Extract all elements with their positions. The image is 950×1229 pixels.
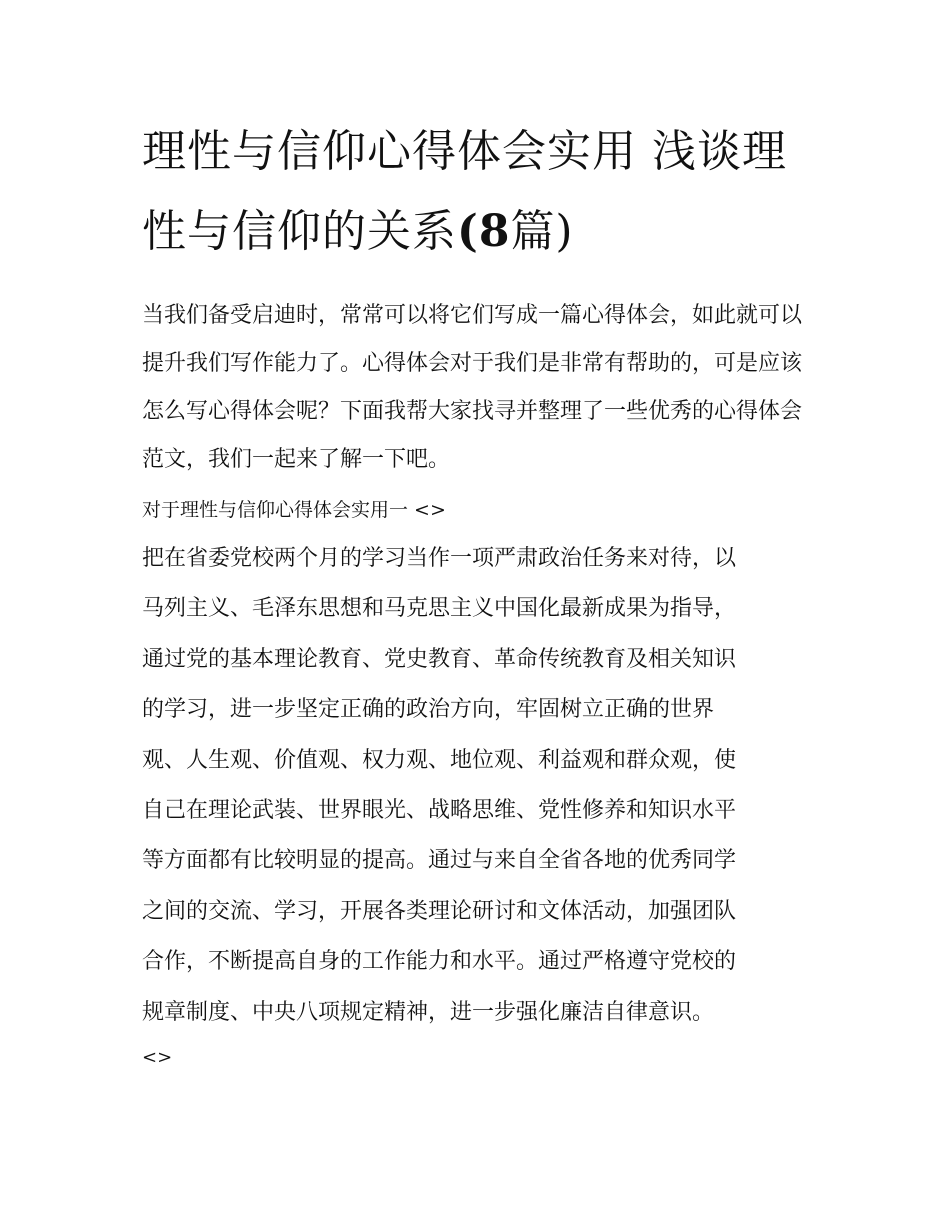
body-line: 观、人生观、价值观、权力观、地位观、利益观和群众观，使	[142, 747, 737, 773]
title-text: 理性与信仰心得体会实用 浅谈理性与信仰的关系	[142, 126, 787, 257]
body-line: 等方面都有比较明显的提高。通过与来自全省各地的优秀同学	[142, 848, 737, 874]
section-heading: 对于理性与信仰心得体会实用一 <>	[142, 499, 446, 521]
body-line: 合作，不断提高自身的工作能力和水平。通过严格遵守党校的	[142, 949, 737, 975]
ending-mark: <>	[142, 1047, 173, 1069]
body-line: 的学习，进一步坚定正确的政治方向，牢固树立正确的世界	[142, 697, 715, 723]
document-title	[142, 112, 814, 272]
intro-paragraph: 当我们备受启迪时，常常可以将它们写成一篇心得体会，如此就可以提升我们写作能力了。心得体会对于我们是非常有帮助的，可是应该怎么写心得体会呢？下面我帮大家找寻并整理了一些优秀的心得体会范文，我们一起来了解一下吧。	[142, 303, 803, 472]
body-line: 规章制度、中央八项规定精神，进一步强化廉洁自律意识。	[142, 999, 715, 1025]
document-page	[142, 112, 814, 1078]
body-paragraph	[142, 534, 814, 1038]
title-count-unit: 篇)	[510, 206, 574, 257]
title-count: (8	[457, 206, 511, 257]
body-line: 把在省委党校两个月的学习当作一项严肃政治任务来对待，以	[142, 546, 737, 571]
body-line: 通过党的基本理论教育、党史教育、革命传统教育及相关知识	[142, 646, 737, 672]
body-line: 马列主义、毛泽东思想和马克思主义中国化最新成果为指导，	[142, 596, 737, 622]
body-line: 之间的交流、学习，开展各类理论研讨和文体活动，加强团队	[142, 898, 737, 924]
body-line: 自己在理论武装、世界眼光、战略思维、党性修养和知识水平	[142, 798, 737, 824]
